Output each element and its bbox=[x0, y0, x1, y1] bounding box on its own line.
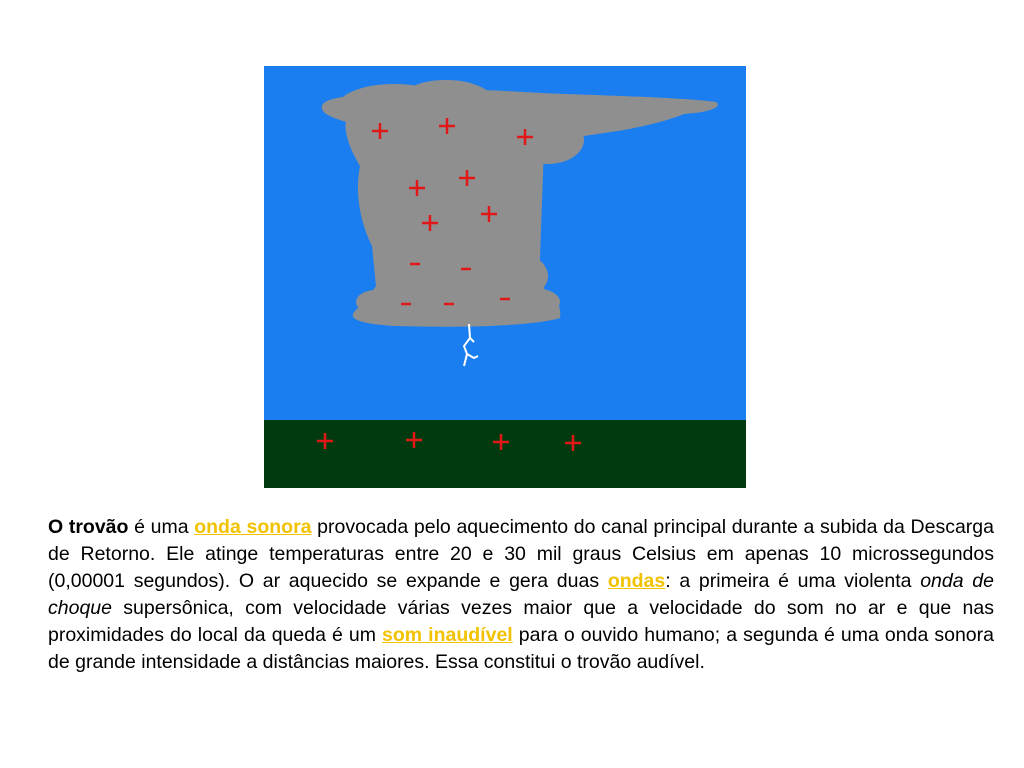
text-segment: : a primeira é uma violenta bbox=[665, 570, 921, 592]
thunderstorm-illustration bbox=[264, 66, 746, 488]
body-paragraph bbox=[48, 514, 994, 676]
term-onda-de-choque: onda de choque bbox=[48, 570, 994, 619]
text-segment: é uma bbox=[128, 516, 195, 538]
text-segment: supersônica, com velocidade várias vezes maior que a velocidade do som no ar e que nas proximidades do local da queda é um bbox=[48, 597, 994, 646]
ground bbox=[264, 420, 746, 488]
thundercloud-icon bbox=[264, 66, 746, 488]
link-som-inaudivel[interactable]: som inaudível bbox=[382, 624, 513, 646]
term-trovao: O trovão bbox=[48, 516, 129, 538]
text-segment: para o ouvido humano; a segunda é uma onda sonora de grande intensidade a distâncias maiores. Essa constitui o trovão audível. bbox=[48, 624, 994, 673]
link-onda-sonora[interactable]: onda sonora bbox=[194, 516, 312, 538]
text-segment: provocada pelo aquecimento do canal principal durante a subida da Descarga de Retorno. Ele atinge temperaturas entre 20 e 30 mil graus Celsius em apenas 10 microssegundos (0,00001 segundos). O ar aquecido se expande e gera duas bbox=[48, 516, 994, 592]
link-ondas[interactable]: ondas bbox=[607, 570, 666, 592]
